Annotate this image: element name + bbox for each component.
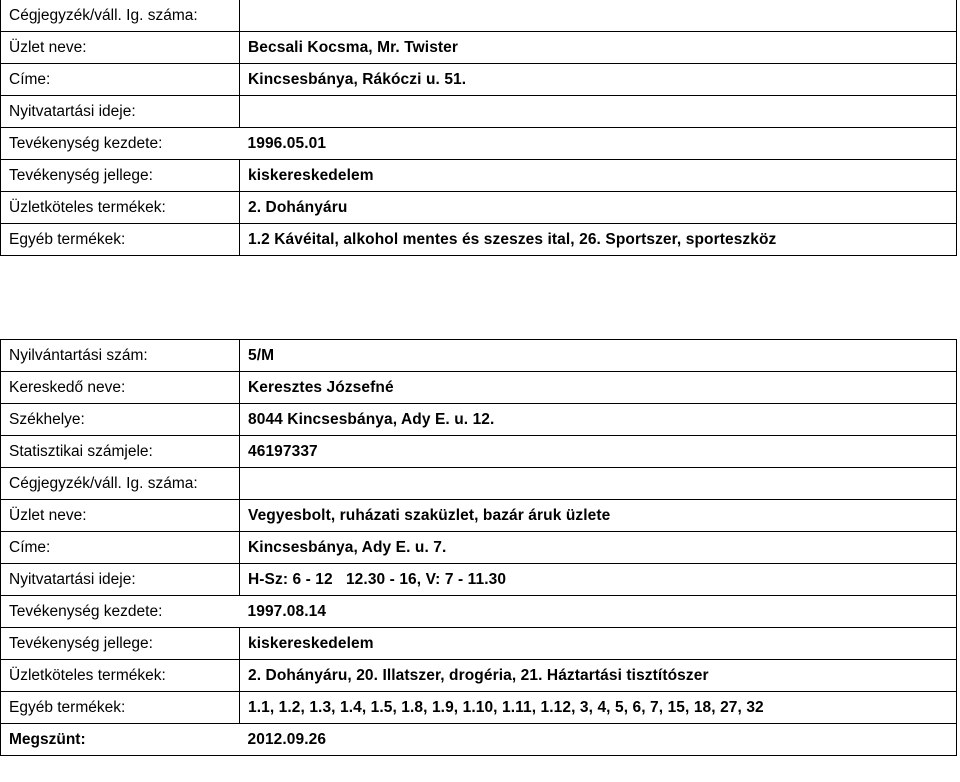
field-label: Székhelye: [1,404,240,436]
field-label: Egyéb termékek: [1,692,240,724]
table-row [1,372,957,404]
field-label: Nyitvatartási ideje: [1,564,240,596]
table-row [1,564,957,596]
table-row [1,436,957,468]
field-label: Üzlet neve: [1,500,240,532]
field-value: 2. Dohányáru, 20. Illatszer, drogéria, 21. Háztartási tisztítószer [240,660,957,692]
table-row [1,96,957,128]
table-row [1,596,957,628]
field-value [240,468,957,500]
field-label: Üzlet neve: [1,32,240,64]
field-value: H-Sz: 6 - 12 12.30 - 16, V: 7 - 11.30 [240,564,957,596]
table-row [1,404,957,436]
table-row [1,692,957,724]
field-label: Cégjegyzék/váll. Ig. száma: [1,468,240,500]
table-row [1,192,957,224]
table-row [1,0,957,32]
field-value: 1997.08.14 [240,596,957,628]
table-row [1,160,957,192]
field-label: Megszünt: [1,724,240,756]
table-row [1,340,957,372]
field-value: 1996.05.01 [240,128,957,160]
field-label: Tevékenység jellege: [1,160,240,192]
field-value: Becsali Kocsma, Mr. Twister [240,32,957,64]
field-value [240,96,957,128]
field-value: kiskereskedelem [240,628,957,660]
field-label: Egyéb termékek: [1,224,240,256]
field-label: Üzletköteles termékek: [1,660,240,692]
table-row [1,532,957,564]
field-label: Cégjegyzék/váll. Ig. száma: [1,0,240,32]
field-value: Keresztes Józsefné [240,372,957,404]
field-value: kiskereskedelem [240,160,957,192]
field-value: 2. Dohányáru [240,192,957,224]
field-label: Tevékenység kezdete: [1,128,240,160]
record-2-table [0,339,957,756]
field-value: 46197337 [240,436,957,468]
table-row [1,628,957,660]
field-value [240,0,957,32]
field-value: Vegyesbolt, ruházati szaküzlet, bazár áruk üzlete [240,500,957,532]
field-value: Kincsesbánya, Ady E. u. 7. [240,532,957,564]
table-row [1,224,957,256]
field-label: Nyitvatartási ideje: [1,96,240,128]
field-label: Címe: [1,64,240,96]
table-row [1,660,957,692]
table-row [1,468,957,500]
field-value: 1.2 Kávéital, alkohol mentes és szeszes ital, 26. Sportszer, sporteszköz [240,224,957,256]
field-value: 5/M [240,340,957,372]
field-label: Nyilvántartási szám: [1,340,240,372]
field-value: 2012.09.26 [240,724,957,756]
record-1-table [0,0,957,256]
table-row [1,500,957,532]
field-label: Üzletköteles termékek: [1,192,240,224]
field-label: Tevékenység kezdete: [1,596,240,628]
field-label: Kereskedő neve: [1,372,240,404]
table-row [1,64,957,96]
field-value: Kincsesbánya, Rákóczi u. 51. [240,64,957,96]
field-value: 8044 Kincsesbánya, Ady E. u. 12. [240,404,957,436]
field-label: Tevékenység jellege: [1,628,240,660]
table-row [1,128,957,160]
field-label: Címe: [1,532,240,564]
table-row [1,724,957,756]
field-value: 1.1, 1.2, 1.3, 1.4, 1.5, 1.8, 1.9, 1.10, 1.11, 1.12, 3, 4, 5, 6, 7, 15, 18, 27, 32 [240,692,957,724]
table-row [1,32,957,64]
field-label: Statisztikai számjele: [1,436,240,468]
